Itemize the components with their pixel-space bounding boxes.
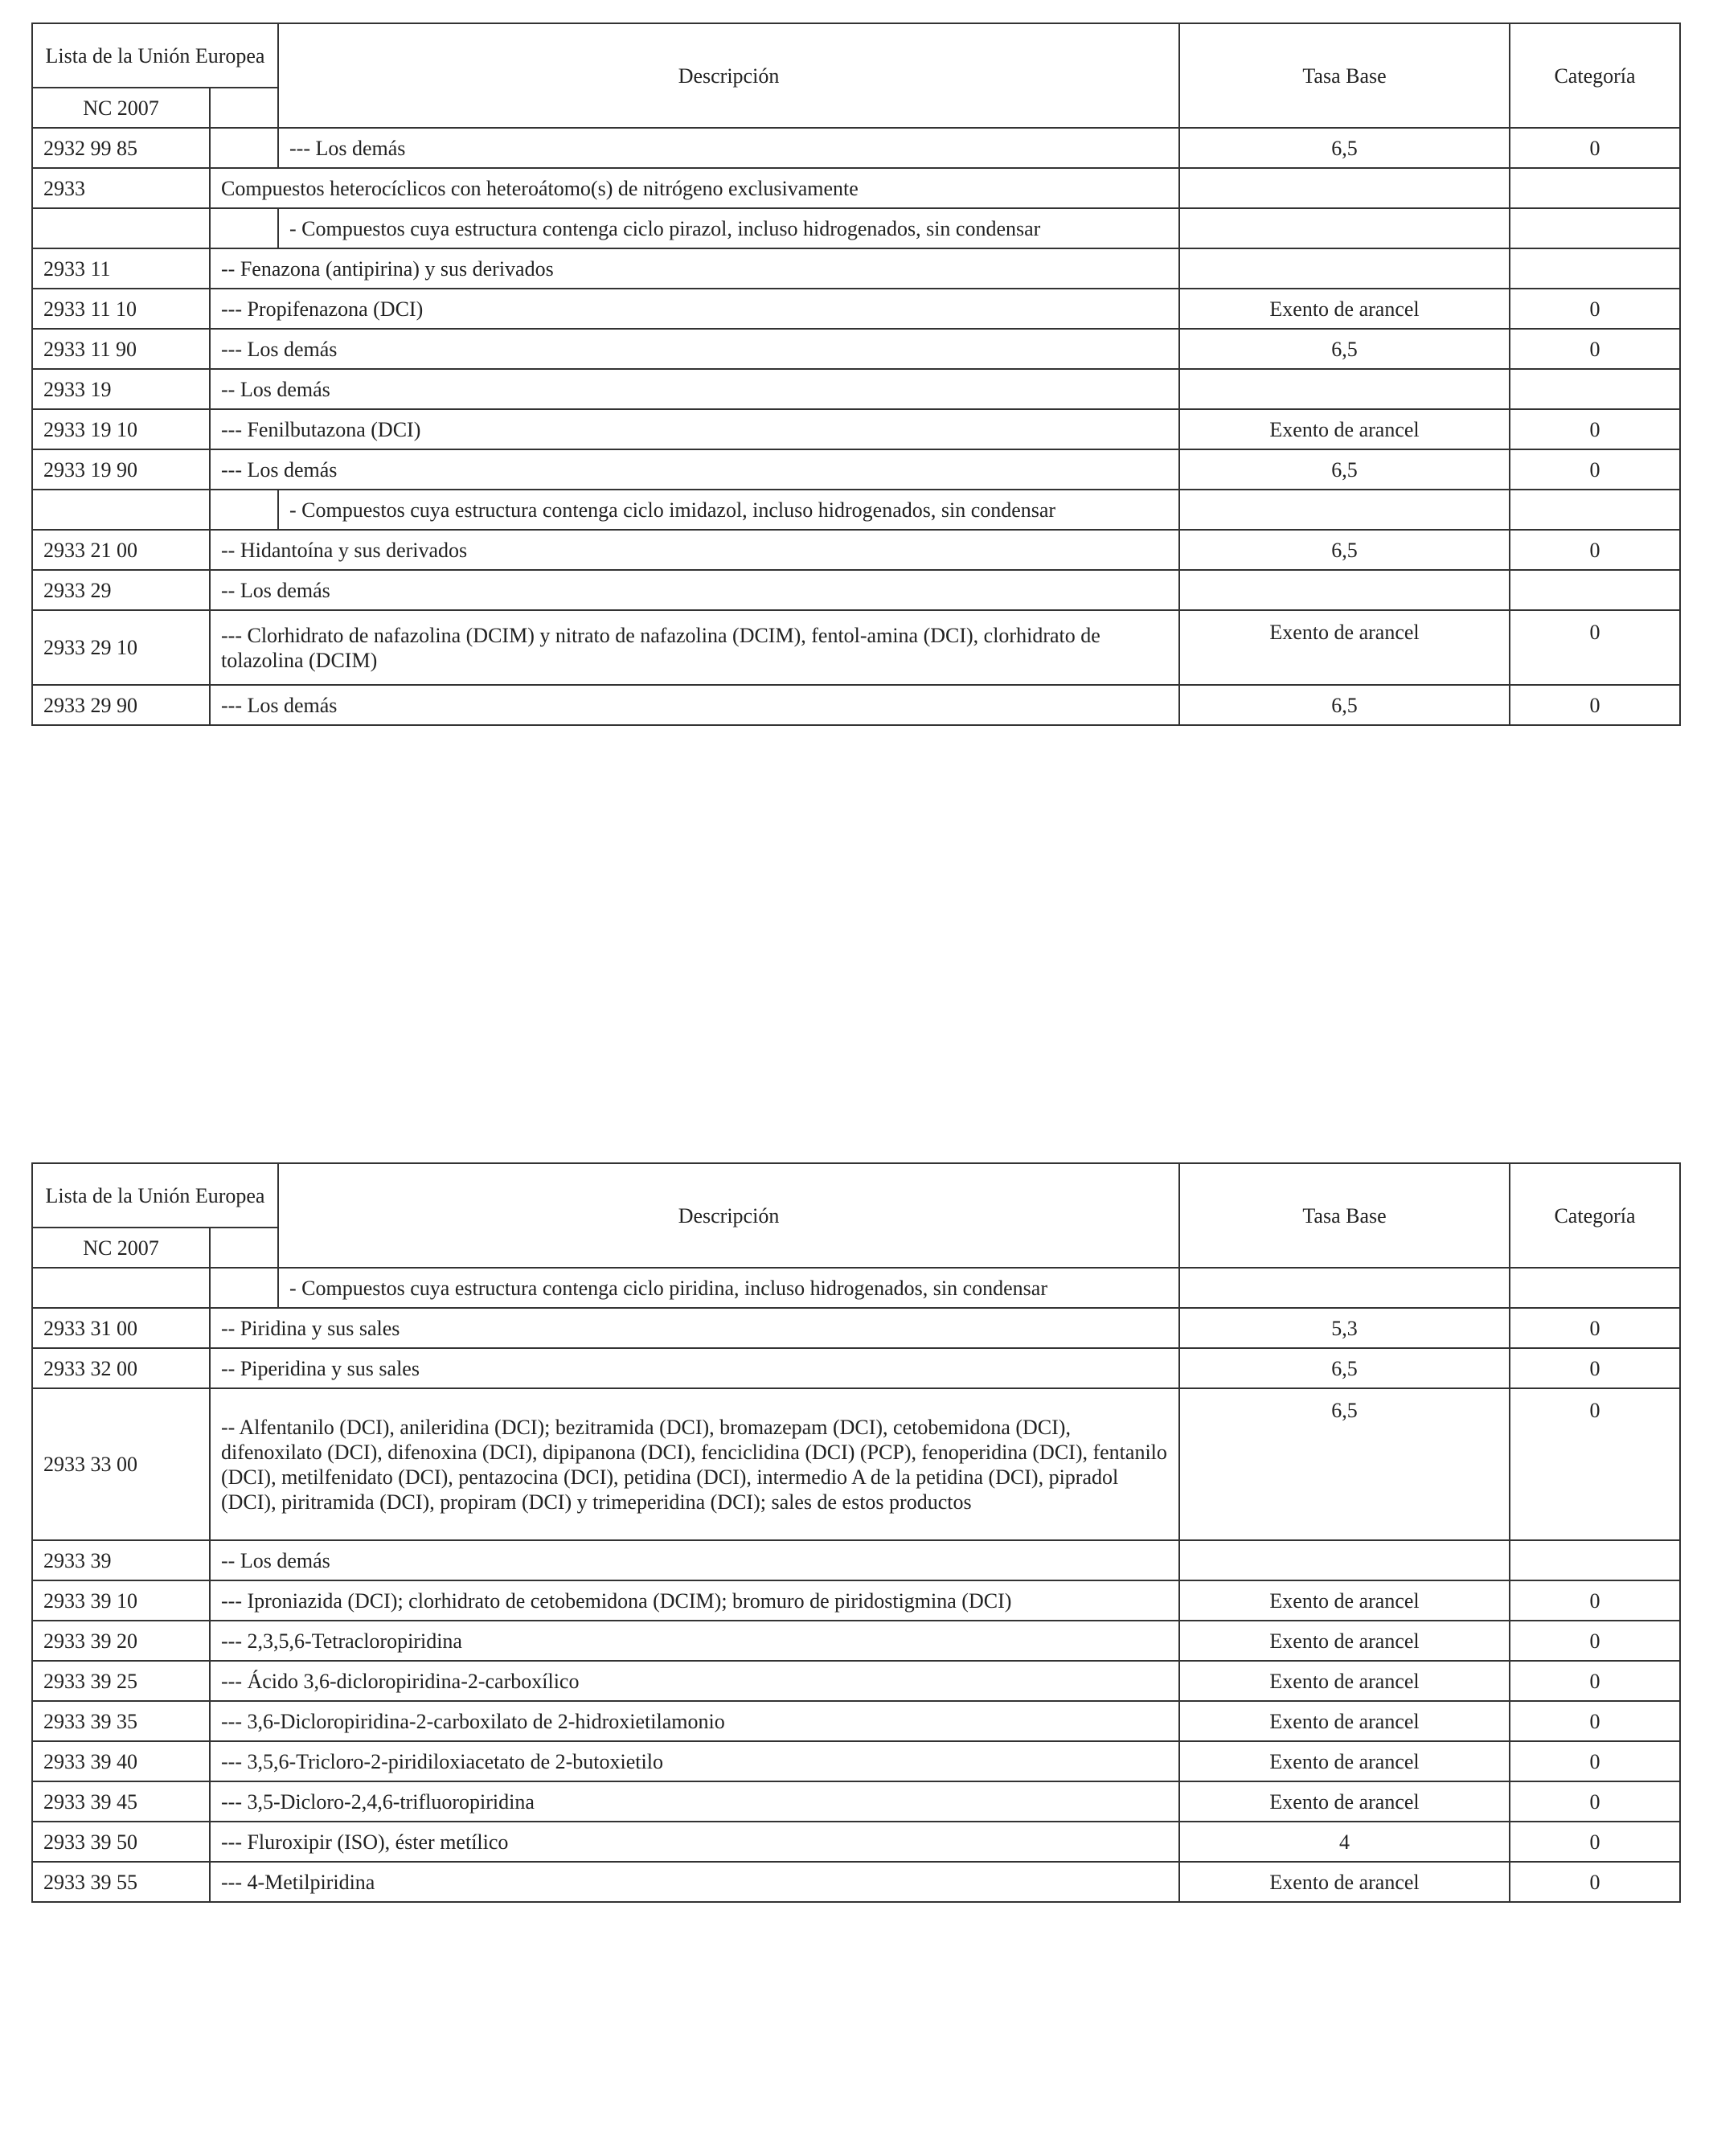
nc-code: 2933 29 10	[32, 610, 210, 685]
table-row	[32, 289, 1680, 329]
table-row	[32, 1308, 1680, 1348]
table-row	[32, 369, 1680, 409]
category: 0	[1510, 1822, 1680, 1862]
description: - Compuestos cuya estructura contenga ciclo piridina, incluso hidrogenados, sin condensar	[278, 1268, 1179, 1308]
base-rate	[1179, 369, 1510, 409]
description: --- Clorhidrato de nafazolina (DCIM) y nitrato de nafazolina (DCIM), fentol-amina (DCI), clorhidrato de tolazolina (DCIM)	[210, 610, 1179, 685]
table-row	[32, 1862, 1680, 1902]
nc-code: 2933 11 10	[32, 289, 210, 329]
header-description: Descripción	[278, 23, 1179, 128]
category	[1510, 208, 1680, 248]
table-row	[32, 1822, 1680, 1862]
base-rate: Exento de arancel	[1179, 610, 1510, 685]
category: 0	[1510, 610, 1680, 685]
header-nc-2007: NC 2007	[32, 1228, 210, 1268]
category: 0	[1510, 1781, 1680, 1822]
base-rate	[1179, 208, 1510, 248]
base-rate	[1179, 570, 1510, 610]
nc-code: 2933 39 45	[32, 1781, 210, 1822]
header-blank-cell	[210, 1228, 278, 1268]
table-row	[32, 530, 1680, 570]
base-rate: Exento de arancel	[1179, 289, 1510, 329]
category: 0	[1510, 1661, 1680, 1701]
nc-code: 2932 99 85	[32, 128, 210, 168]
base-rate: Exento de arancel	[1179, 1661, 1510, 1701]
nc-code: 2933 39 25	[32, 1661, 210, 1701]
blank-cell	[210, 1268, 278, 1308]
base-rate	[1179, 248, 1510, 289]
category: 0	[1510, 685, 1680, 725]
table-row	[32, 1348, 1680, 1388]
nc-code: 2933 31 00	[32, 1308, 210, 1348]
description: -- Los demás	[210, 1540, 1179, 1580]
description: -- Piridina y sus sales	[210, 1308, 1179, 1348]
base-rate	[1179, 490, 1510, 530]
nc-code: 2933 39 55	[32, 1862, 210, 1902]
table-row	[32, 1741, 1680, 1781]
base-rate: 4	[1179, 1822, 1510, 1862]
description: --- 4-Metilpiridina	[210, 1862, 1179, 1902]
description: -- Alfentanilo (DCI), anileridina (DCI); bezitramida (DCI), bromazepam (DCI), cetobemidona (DCI), difenoxilato (DCI), difenoxina (DCI), dipipanona (DCI), fenciclidina (DCI) (PCP), fenoperidina (DCI), fentanilo (DCI), metilfenidato (DCI), pentazocina (DCI), petidina (DCI), intermedio A de la petidina (DCI), pipradol (DCI), piritramida (DCI), propiram (DCI) y trimeperidina (DCI); sales de estos productos	[210, 1388, 1179, 1540]
blank-cell	[210, 208, 278, 248]
table-row	[32, 490, 1680, 530]
table-row	[32, 208, 1680, 248]
nc-code: 2933 32 00	[32, 1348, 210, 1388]
base-rate: 6,5	[1179, 530, 1510, 570]
category	[1510, 369, 1680, 409]
nc-code: 2933 33 00	[32, 1388, 210, 1540]
base-rate: 6,5	[1179, 128, 1510, 168]
base-rate: Exento de arancel	[1179, 1580, 1510, 1621]
category	[1510, 490, 1680, 530]
nc-code: 2933 39	[32, 1540, 210, 1580]
base-rate: 6,5	[1179, 685, 1510, 725]
category: 0	[1510, 1580, 1680, 1621]
header-blank-cell	[210, 88, 278, 128]
base-rate: Exento de arancel	[1179, 1741, 1510, 1781]
tariff-table-2	[31, 1162, 1681, 1903]
nc-code	[32, 1268, 210, 1308]
description: -- Hidantoína y sus derivados	[210, 530, 1179, 570]
base-rate: 5,3	[1179, 1308, 1510, 1348]
base-rate: 6,5	[1179, 1348, 1510, 1388]
header-base-rate: Tasa Base	[1179, 23, 1510, 128]
table-row	[32, 570, 1680, 610]
category	[1510, 248, 1680, 289]
category	[1510, 570, 1680, 610]
table-row	[32, 1540, 1680, 1580]
nc-code: 2933 39 50	[32, 1822, 210, 1862]
description: --- Los demás	[278, 128, 1179, 168]
category	[1510, 1268, 1680, 1308]
description: --- Los demás	[210, 449, 1179, 490]
description: --- 3,5-Dicloro-2,4,6-trifluoropiridina	[210, 1781, 1179, 1822]
category: 0	[1510, 449, 1680, 490]
header-eu-list: Lista de la Unión Europea	[32, 1163, 278, 1228]
description: --- 2,3,5,6-Tetracloropiridina	[210, 1621, 1179, 1661]
category: 0	[1510, 1862, 1680, 1902]
table-row	[32, 128, 1680, 168]
table-row	[32, 1781, 1680, 1822]
table-row	[32, 1388, 1680, 1540]
nc-code: 2933 19 90	[32, 449, 210, 490]
header-nc-2007: NC 2007	[32, 88, 210, 128]
category: 0	[1510, 1308, 1680, 1348]
table-row	[32, 610, 1680, 685]
nc-code	[32, 490, 210, 530]
base-rate	[1179, 1540, 1510, 1580]
nc-code: 2933 39 10	[32, 1580, 210, 1621]
category	[1510, 1540, 1680, 1580]
description: -- Fenazona (antipirina) y sus derivados	[210, 248, 1179, 289]
table-row	[32, 168, 1680, 208]
description: --- Iproniazida (DCI); clorhidrato de cetobemidona (DCIM); bromuro de piridostigmina (DCI)	[210, 1580, 1179, 1621]
header-category: Categoría	[1510, 23, 1680, 128]
table-row	[32, 409, 1680, 449]
header-base-rate: Tasa Base	[1179, 1163, 1510, 1268]
nc-code: 2933 39 40	[32, 1741, 210, 1781]
table-row	[32, 1580, 1680, 1621]
base-rate	[1179, 1268, 1510, 1308]
description: - Compuestos cuya estructura contenga ciclo pirazol, incluso hidrogenados, sin condensar	[278, 208, 1179, 248]
description: --- 3,5,6-Tricloro-2-piridiloxiacetato de 2-butoxietilo	[210, 1741, 1179, 1781]
nc-code: 2933 39 20	[32, 1621, 210, 1661]
category: 0	[1510, 530, 1680, 570]
category: 0	[1510, 1621, 1680, 1661]
table-row	[32, 248, 1680, 289]
category	[1510, 168, 1680, 208]
nc-code: 2933 19 10	[32, 409, 210, 449]
table-row	[32, 329, 1680, 369]
nc-code	[32, 208, 210, 248]
description: --- Fluroxipir (ISO), éster metílico	[210, 1822, 1179, 1862]
description: --- 3,6-Dicloropiridina-2-carboxilato de 2-hidroxietilamonio	[210, 1701, 1179, 1741]
table-row	[32, 449, 1680, 490]
base-rate: Exento de arancel	[1179, 1621, 1510, 1661]
table-row	[32, 1701, 1680, 1741]
category: 0	[1510, 1741, 1680, 1781]
tariff-table-1	[31, 23, 1681, 726]
base-rate: Exento de arancel	[1179, 1781, 1510, 1822]
description: --- Fenilbutazona (DCI)	[210, 409, 1179, 449]
description: -- Los demás	[210, 369, 1179, 409]
base-rate: 6,5	[1179, 449, 1510, 490]
nc-code: 2933 19	[32, 369, 210, 409]
description: Compuestos heterocíclicos con heteroátomo(s) de nitrógeno exclusivamente	[210, 168, 1179, 208]
description: --- Los demás	[210, 685, 1179, 725]
base-rate: 6,5	[1179, 329, 1510, 369]
nc-code: 2933 11	[32, 248, 210, 289]
nc-code: 2933 29 90	[32, 685, 210, 725]
blank-cell	[210, 128, 278, 168]
category: 0	[1510, 128, 1680, 168]
description: -- Los demás	[210, 570, 1179, 610]
category: 0	[1510, 1388, 1680, 1540]
nc-code: 2933 39 35	[32, 1701, 210, 1741]
category: 0	[1510, 1348, 1680, 1388]
description: --- Ácido 3,6-dicloropiridina-2-carboxílico	[210, 1661, 1179, 1701]
description: -- Piperidina y sus sales	[210, 1348, 1179, 1388]
header-category: Categoría	[1510, 1163, 1680, 1268]
base-rate: Exento de arancel	[1179, 1862, 1510, 1902]
base-rate: 6,5	[1179, 1388, 1510, 1540]
category: 0	[1510, 329, 1680, 369]
table-row	[32, 685, 1680, 725]
category: 0	[1510, 289, 1680, 329]
nc-code: 2933 29	[32, 570, 210, 610]
nc-code: 2933	[32, 168, 210, 208]
header-description: Descripción	[278, 1163, 1179, 1268]
description: - Compuestos cuya estructura contenga ciclo imidazol, incluso hidrogenados, sin condensar	[278, 490, 1179, 530]
nc-code: 2933 11 90	[32, 329, 210, 369]
table-row	[32, 1268, 1680, 1308]
nc-code: 2933 21 00	[32, 530, 210, 570]
base-rate: Exento de arancel	[1179, 1701, 1510, 1741]
base-rate	[1179, 168, 1510, 208]
blank-cell	[210, 490, 278, 530]
table-row	[32, 1621, 1680, 1661]
header-eu-list: Lista de la Unión Europea	[32, 23, 278, 88]
category: 0	[1510, 1701, 1680, 1741]
base-rate: Exento de arancel	[1179, 409, 1510, 449]
description: --- Propifenazona (DCI)	[210, 289, 1179, 329]
category: 0	[1510, 409, 1680, 449]
table-row	[32, 1661, 1680, 1701]
description: --- Los demás	[210, 329, 1179, 369]
